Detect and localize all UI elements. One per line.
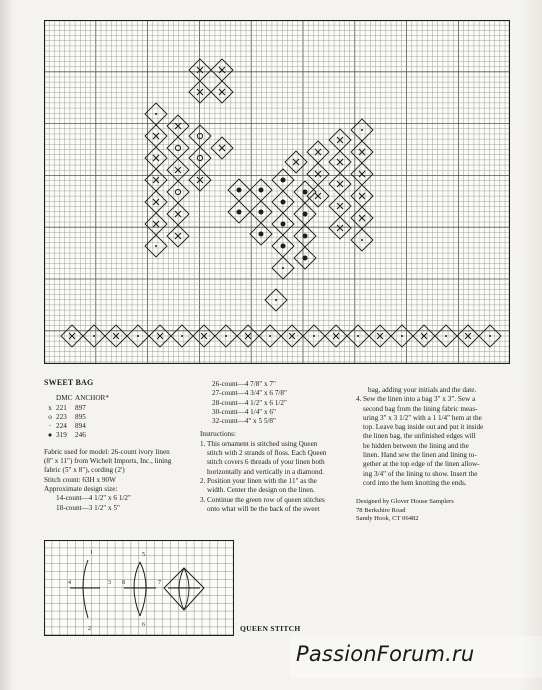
diagram-number: 2 bbox=[88, 626, 91, 632]
dot-symbol-mark bbox=[445, 335, 447, 337]
filled-dot-symbol-mark bbox=[237, 210, 242, 215]
filled-dot-symbol-mark bbox=[259, 210, 264, 215]
size-line: 27-count—4 3/4" x 6 7/8" bbox=[212, 389, 287, 398]
filled-dot-symbol-mark bbox=[281, 200, 286, 205]
instructions-heading: Instructions: bbox=[200, 430, 236, 439]
thread-row: · 224 894 bbox=[44, 422, 192, 431]
dot-symbol-mark bbox=[269, 335, 271, 337]
size-line: 32-count—4" x 5 5/8" bbox=[212, 417, 276, 426]
thread-row: o 223 895 bbox=[44, 413, 192, 422]
dot-symbol-mark bbox=[275, 299, 277, 301]
size-line: 18-count—3 1/2" x 5" bbox=[56, 503, 120, 512]
instruction-step: 2. Position your linen with the 11" as the width. Center the design on the linen. bbox=[200, 476, 317, 495]
credit-city: Sandy Hook, CT 06482 bbox=[356, 515, 419, 523]
filled-dot-symbol-mark bbox=[281, 178, 286, 183]
dot-symbol-mark bbox=[361, 239, 363, 241]
watermark-text: PassionForum.ru bbox=[296, 642, 475, 666]
stitch-count: Stitch count: 63H x 90W bbox=[44, 475, 116, 484]
credit-address: 78 Berkshire Road bbox=[356, 506, 406, 514]
diagram-number: 4 bbox=[68, 580, 71, 586]
cross-symbol-icon: x bbox=[48, 403, 52, 412]
dot-symbol-mark bbox=[93, 335, 95, 337]
fabric-line: Fabric used for model: 26-count ivory linen bbox=[44, 447, 170, 456]
text-column-2 bbox=[200, 380, 348, 514]
text-column-1 bbox=[44, 378, 192, 513]
dot-symbol-mark bbox=[489, 335, 491, 337]
filled-dot-symbol-mark bbox=[303, 256, 308, 261]
dmc-header: DMC bbox=[56, 394, 73, 403]
filled-dot-symbol-mark bbox=[281, 244, 286, 249]
cross-stitch-chart bbox=[44, 20, 510, 364]
circle-symbol-icon: o bbox=[48, 412, 52, 421]
page-right-edge bbox=[520, 0, 542, 690]
diagram-number: 1 bbox=[90, 550, 93, 556]
dot-symbol-mark bbox=[155, 113, 157, 115]
filled-dot-symbol-mark bbox=[259, 232, 264, 237]
filled-dot-symbol-mark bbox=[281, 222, 286, 227]
dot-symbol-mark bbox=[225, 335, 227, 337]
dot-symbol-mark bbox=[137, 335, 139, 337]
instruction-step: 1. This ornament is stitched using Queen stitch with 2 strands of floss. Each Queen stitch covers 6 threads of your linen both horizontally and vertically in a diamond. bbox=[200, 439, 327, 476]
diagram-number: 5 bbox=[142, 552, 145, 558]
diagram-number: 6 bbox=[142, 622, 145, 628]
text-column-3 bbox=[356, 386, 508, 524]
section-title: SWEET BAG bbox=[44, 378, 94, 387]
fabric-line: (8" x 11") from Wichelt Imports, Inc., lining bbox=[44, 457, 172, 466]
size-line: 14-count—4 1/2" x 6 1/2" bbox=[56, 494, 131, 503]
filled-dot-symbol-mark bbox=[303, 234, 308, 239]
designer-credit: Designed by Glover House Samplers bbox=[356, 498, 454, 506]
thread-table-header bbox=[44, 394, 192, 403]
diagram-label: QUEEN STITCH bbox=[240, 624, 301, 633]
dot-symbol-mark bbox=[357, 335, 359, 337]
filled-dot-symbol-mark bbox=[303, 212, 308, 217]
thread-row: x 221 897 bbox=[44, 404, 192, 413]
filled-dot-symbol-mark bbox=[237, 188, 242, 193]
diagram-number: 8 bbox=[122, 580, 125, 586]
filled-dot-symbol-icon: ● bbox=[47, 431, 53, 440]
diagram-number: 7 bbox=[158, 580, 161, 586]
design-size-heading: Approximate design size: bbox=[44, 484, 118, 493]
dot-symbol-mark bbox=[282, 267, 284, 269]
size-line: 28-count—4 1/2" x 6 1/2" bbox=[212, 398, 287, 407]
dot-symbol-mark bbox=[361, 129, 363, 131]
dot-symbol-mark bbox=[181, 335, 183, 337]
instruction-step: 4. Sew the linen into a bag 3" x 3". Sew a second bag from the lining fabric meas- uring 3" x 3 1/2" with a 1 1/4" hem at the top. Leave bag inside out and put it inside the linen bag, the unfinished edges will be hidden between the lining and the linen. Hand sew the linen and lining to- gether at the top edge of the linen allow- ing 3/4" of the lining to show. Insert the cord into the hem knotting the ends. bbox=[356, 395, 484, 487]
filled-dot-symbol-mark bbox=[259, 188, 264, 193]
dot-symbol-mark bbox=[401, 335, 403, 337]
page-binding-shadow bbox=[0, 0, 14, 690]
queen-stitch-diagram bbox=[44, 540, 234, 636]
size-line: 30-count—4 1/4" x 6" bbox=[212, 407, 276, 416]
size-line: 26-count—4 7/8" x 7" bbox=[212, 380, 276, 388]
fabric-line: fabric (5" x 8"), cording (2') bbox=[44, 466, 125, 475]
thread-row: ● 319 246 bbox=[44, 431, 192, 440]
dot-symbol-mark bbox=[155, 245, 157, 247]
dot-symbol-mark bbox=[313, 335, 315, 337]
dot-symbol-icon: · bbox=[48, 422, 52, 431]
instruction-step: 3. Continue the green row of queen stitches onto what will be the back of the sweet bbox=[200, 495, 325, 513]
anchor-header: ANCHOR* bbox=[75, 394, 109, 403]
diagram-number: 3 bbox=[108, 580, 111, 586]
continued-line: bag, adding your initials and the date. bbox=[368, 386, 477, 394]
filled-dot-symbol-mark bbox=[303, 190, 308, 195]
